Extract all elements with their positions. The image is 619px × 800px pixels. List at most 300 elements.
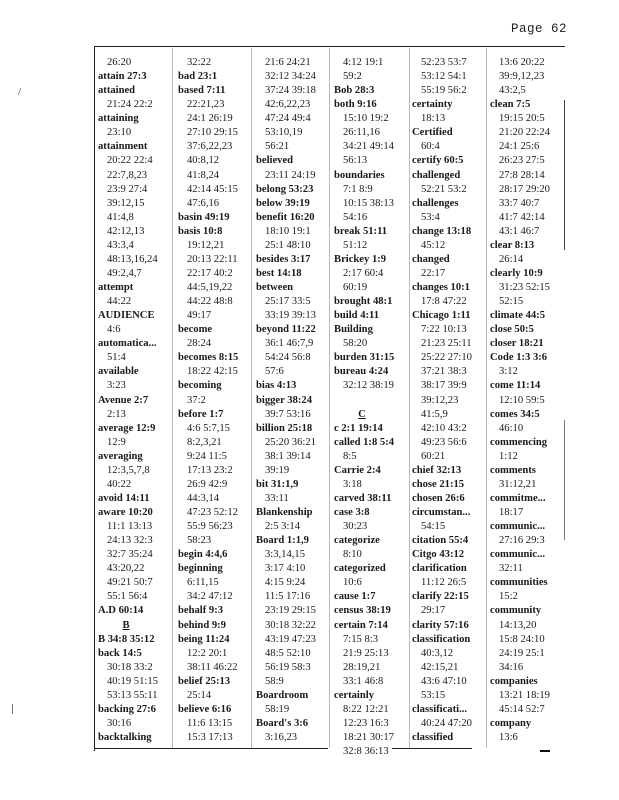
- index-reference: 28:19,21: [343, 661, 381, 673]
- index-reference: 31:23 52:15: [499, 282, 550, 293]
- index-entry: clarity 57:16: [412, 619, 469, 631]
- index-reference: 25:14: [187, 689, 212, 701]
- index-reference: 8:10: [343, 549, 362, 561]
- index-entry: attainment: [98, 141, 148, 153]
- index-reference: 24:1 26:19: [187, 113, 233, 125]
- index-entry: both 9:16: [334, 99, 377, 111]
- index-entry: Blankenship: [256, 507, 313, 518]
- index-reference: 23:11 24:19: [265, 169, 316, 181]
- index-reference: 48:13,16,24: [107, 253, 158, 265]
- index-reference: 12:9: [107, 436, 126, 448]
- index-reference: 43:6 47:10: [421, 675, 467, 687]
- index-entry: Avenue 2:7: [98, 394, 149, 406]
- index-entry: beginning: [178, 563, 223, 575]
- index-reference: 3:23: [107, 380, 126, 392]
- index-entry: bit 31:1,9: [256, 478, 299, 490]
- index-reference: 47:23 52:12: [187, 507, 238, 518]
- index-reference: 42:6,22,23: [265, 99, 311, 111]
- index-reference: 31:12,21: [499, 478, 537, 490]
- index-reference: 32:8 36:13: [343, 746, 389, 758]
- index-reference: 12:10 59:5: [499, 394, 545, 406]
- index-entry: Bob 28:3: [334, 85, 375, 97]
- index-entry: categorize: [334, 535, 380, 547]
- index-entry: chosen 26:6: [412, 492, 465, 504]
- index-entry: A.D 60:14: [98, 605, 144, 617]
- index-reference: 28:24: [187, 338, 212, 350]
- index-reference: 32:7 35:24: [107, 549, 153, 561]
- index-entry: classification: [412, 633, 471, 645]
- index-reference: 15:2: [499, 591, 518, 603]
- index-reference: 34:2 47:12: [187, 591, 233, 603]
- index-reference: 7:1 8:9: [343, 183, 373, 195]
- index-reference: 21:9 25:13: [343, 647, 389, 659]
- index-reference: 42:14 45:15: [187, 183, 238, 195]
- index-reference: 30:16: [107, 717, 132, 729]
- index-reference: 19:15 20:5: [499, 113, 545, 125]
- index-entry: certainly: [334, 689, 375, 701]
- index-reference: 13:21 18:19: [499, 689, 550, 701]
- index-reference: 20:22 22:4: [107, 155, 153, 167]
- index-entry: changes 10:1: [412, 282, 470, 293]
- index-column-6: [490, 56, 566, 745]
- index-reference: 42:10 43:2: [421, 422, 467, 434]
- index-reference: 12:23 16:3: [343, 717, 389, 729]
- index-reference: 24:13 32:3: [107, 535, 153, 547]
- index-entry: backing 27:6: [98, 703, 156, 715]
- index-reference: 8:5: [343, 450, 357, 462]
- index-entry: categorized: [334, 563, 386, 575]
- index-reference: 41:5,9: [421, 408, 448, 420]
- index-entry: climate 44:5: [490, 310, 546, 322]
- index-reference: 2:17 60:4: [343, 267, 384, 279]
- index-entry: based 7:11: [178, 85, 226, 97]
- index-reference: 15:10 19:2: [343, 113, 389, 125]
- index-reference: 11:12 26:5: [421, 577, 467, 589]
- index-entry: brought 48:1: [334, 296, 393, 308]
- index-entry: believed: [256, 155, 294, 167]
- index-entry: available: [98, 366, 139, 378]
- index-reference: 30:18 32:22: [265, 619, 316, 631]
- index-reference: 41:7 42:14: [499, 211, 545, 223]
- index-entry: AUDIENCE: [98, 310, 155, 322]
- index-entry: classificati...: [412, 703, 468, 715]
- index-reference: 40:24 47:20: [421, 717, 472, 729]
- index-entry: comes 34:5: [490, 408, 540, 420]
- index-entry: Chicago 1:11: [412, 310, 471, 322]
- index-reference: 10:6: [343, 577, 362, 589]
- index-entry: close 50:5: [490, 324, 534, 336]
- index-reference: 39:9,12,23: [499, 71, 545, 83]
- index-reference: 39:12,23: [421, 394, 459, 406]
- index-entry: changed: [412, 253, 450, 265]
- index-reference: 41:4,8: [107, 211, 134, 223]
- index-reference: 8:2,3,21: [187, 436, 222, 448]
- index-reference: 43:19 47:23: [265, 633, 316, 645]
- index-reference: 40:8,12: [187, 155, 220, 167]
- index-entry: commitme...: [490, 492, 546, 504]
- index-reference: 24:1 25:6: [499, 141, 540, 153]
- index-reference: 55:19 56:2: [421, 85, 467, 97]
- index-entry: basin 49:19: [178, 211, 230, 223]
- index-entry: break 51:11: [334, 225, 388, 237]
- index-reference: 53:12 54:1: [421, 71, 467, 83]
- index-reference: 33:19 39:13: [265, 310, 316, 322]
- index-entry: challenged: [412, 169, 461, 181]
- index-reference: 6:11,15: [187, 577, 219, 589]
- index-entry: attain 27:3: [98, 71, 147, 83]
- index-reference: 44:22 48:8: [187, 296, 233, 308]
- index-entry: comments: [490, 464, 536, 476]
- index-entry: basis 10:8: [178, 225, 223, 237]
- index-entry: behalf 9:3: [178, 605, 224, 617]
- index-reference: 58:23: [187, 535, 212, 547]
- index-entry: billion 25:18: [256, 422, 313, 434]
- index-reference: 14:13,20: [499, 619, 537, 631]
- index-reference: 52:21 53:2: [421, 183, 467, 195]
- index-reference: 22:21,23: [187, 99, 225, 111]
- index-entry: census 38:19: [334, 605, 391, 617]
- index-reference: 25:17 33:5: [265, 296, 311, 308]
- index-reference: 3:17 4:10: [265, 563, 306, 575]
- index-reference: 26:23 27:5: [499, 155, 545, 167]
- margin-tick: [12, 704, 13, 714]
- index-reference: 21:20 22:24: [499, 127, 550, 139]
- index-reference: 36:1 46:7,9: [265, 338, 314, 350]
- index-reference: 60:21: [421, 450, 446, 462]
- index-reference: 38:11 46:22: [187, 661, 238, 673]
- index-reference: 3:3,14,15: [265, 549, 306, 561]
- index-column-3: [256, 56, 332, 745]
- corner-mark: [540, 750, 550, 752]
- index-reference: 40:19 51:15: [107, 675, 158, 687]
- index-entry: certain 7:14: [334, 619, 388, 631]
- index-entry: below 39:19: [256, 197, 310, 209]
- index-entry: before 1:7: [178, 408, 224, 420]
- index-reference: 8:22 12:21: [343, 703, 389, 715]
- index-reference: 53:15: [421, 689, 446, 701]
- index-entry: communic...: [490, 521, 546, 533]
- index-entry: clear 8:13: [490, 239, 535, 251]
- index-reference: 49:21 50:7: [107, 577, 153, 589]
- index-entry: certify 60:5: [412, 155, 464, 167]
- index-reference: 3:12: [499, 366, 518, 378]
- index-reference: 32:12 34:24: [265, 71, 316, 83]
- index-entry: becomes 8:15: [178, 352, 239, 364]
- index-reference: 11:6 13:15: [187, 717, 233, 729]
- index-entry: case 3:8: [334, 507, 370, 518]
- index-entry: between: [256, 282, 294, 293]
- index-reference: 49:17: [187, 310, 212, 322]
- index-entry: boundaries: [334, 169, 385, 181]
- index-reference: 37:21 38:3: [421, 366, 467, 378]
- index-reference: 4:15 9:24: [265, 577, 306, 589]
- index-entry: commencing: [490, 436, 548, 448]
- index-reference: 58:19: [265, 703, 290, 715]
- index-entry: becoming: [178, 380, 222, 392]
- index-entry: come 11:14: [490, 380, 541, 392]
- index-reference: 1:12: [499, 450, 518, 462]
- index-entry: certainty: [412, 99, 453, 111]
- index-reference: 32:22: [187, 57, 212, 68]
- index-reference: 39:12,15: [107, 197, 145, 209]
- index-entry: Board's 3:6: [256, 717, 309, 729]
- index-reference: 25:20 36:21: [265, 436, 316, 448]
- index-entry: automatica...: [98, 338, 157, 350]
- index-entry: carved 38:11: [334, 492, 392, 504]
- index-entry: belief 25:13: [178, 675, 231, 687]
- index-entry: behind 9:9: [178, 619, 226, 631]
- index-reference: 2:5 3:14: [265, 521, 301, 533]
- index-reference: 54:24 56:8: [265, 352, 311, 364]
- index-reference: 51:12: [343, 239, 368, 251]
- index-entry: belong 53:23: [256, 183, 314, 195]
- index-reference: 13:6: [499, 732, 518, 743]
- index-reference: 33:11: [265, 492, 289, 504]
- index-entry: closer 18:21: [490, 338, 544, 350]
- index-entry: community: [490, 605, 542, 617]
- index-reference: 3:18: [343, 478, 362, 490]
- index-reference: 37:24 39:18: [265, 85, 316, 97]
- frame-bottom-rule-left: [94, 748, 328, 749]
- index-reference: 24:19 25:1: [499, 647, 545, 659]
- index-reference: 55:9 56:23: [187, 521, 233, 533]
- index-reference: 55:1 56:4: [107, 591, 148, 603]
- index-entry: being 11:24: [178, 633, 230, 645]
- index-reference: 38:1 39:14: [265, 450, 311, 462]
- index-reference: 54:16: [343, 211, 368, 223]
- index-letter-heading: B: [122, 619, 130, 631]
- index-reference: 44:22: [107, 296, 132, 308]
- index-reference: 42:15,21: [421, 661, 459, 673]
- index-reference: 34:21 49:14: [343, 141, 394, 153]
- index-column-2: [178, 56, 254, 745]
- index-entry: cause 1:7: [334, 591, 376, 603]
- index-reference: 7:15 8:3: [343, 633, 379, 645]
- index-entry: Code 1:3 3:6: [490, 352, 548, 364]
- index-reference: 27:10 29:15: [187, 127, 238, 139]
- index-entry: back 14:5: [98, 647, 142, 659]
- index-reference: 43:20,22: [107, 563, 145, 575]
- index-entry: clarify 22:15: [412, 591, 469, 603]
- index-reference: 42:12,13: [107, 225, 145, 237]
- index-entry: communities: [490, 577, 548, 589]
- index-entry: c 2:1 19:14: [334, 422, 383, 434]
- index-reference: 12:2 20:1: [187, 647, 228, 659]
- index-reference: 7:22 10:13: [421, 324, 467, 336]
- index-entry: begin 4:4,6: [178, 549, 228, 561]
- index-reference: 25:1 48:10: [265, 239, 311, 251]
- index-reference: 40:3,12: [421, 647, 454, 659]
- index-entry: clarification: [412, 563, 467, 575]
- index-entry: called 1:8 5:4: [334, 436, 395, 448]
- index-reference: 18:22 42:15: [187, 366, 238, 378]
- index-reference: 44:3,14: [187, 492, 220, 504]
- index-reference: 21:24 22:2: [107, 99, 153, 111]
- index-reference: 45:12: [421, 239, 446, 251]
- index-entry: Board 1:1,9: [256, 535, 309, 547]
- index-reference: 9:24 11:5: [187, 450, 227, 462]
- index-entry: bad 23:1: [178, 71, 218, 83]
- index-entry: communic...: [490, 549, 546, 561]
- index-reference: 56:19 58:3: [265, 661, 311, 673]
- index-reference: 11:1 13:13: [107, 521, 153, 533]
- index-reference: 43:3,4: [107, 239, 134, 251]
- index-reference: 22:7,8,23: [107, 169, 148, 181]
- index-reference: 33:7 40:7: [499, 197, 540, 209]
- index-entry: Brickey 1:9: [334, 253, 387, 265]
- index-entry: average 12:9: [98, 422, 156, 434]
- index-column-4: [334, 56, 410, 759]
- index-entry: beyond 11:22: [256, 324, 316, 336]
- index-reference: 32:12 38:19: [343, 380, 394, 392]
- index-letter-heading: C: [358, 408, 366, 420]
- index-entry: citation 55:4: [412, 535, 469, 547]
- index-reference: 32:11: [499, 563, 523, 575]
- index-reference: 53:4: [421, 211, 440, 223]
- index-reference: 60:19: [343, 282, 368, 293]
- index-reference: 19:12,21: [187, 239, 225, 251]
- index-reference: 47:6,16: [187, 197, 220, 209]
- index-entry: Carrie 2:4: [334, 464, 381, 476]
- index-reference: 47:24 49:4: [265, 113, 311, 125]
- index-reference: 26:11,16: [343, 127, 380, 139]
- index-reference: 23:9 27:4: [107, 183, 148, 195]
- index-reference: 26:20: [107, 57, 132, 68]
- index-reference: 4:6 5:7,15: [187, 422, 230, 434]
- index-entry: challenges: [412, 197, 459, 209]
- index-reference: 51:4: [107, 352, 126, 364]
- index-entry: classified: [412, 732, 454, 743]
- index-column-5: [412, 56, 488, 745]
- page-number: Page 62: [510, 22, 567, 36]
- index-entry: best 14:18: [256, 267, 302, 279]
- index-reference: 40:22: [107, 478, 132, 490]
- index-reference: 18:17: [499, 507, 524, 518]
- index-entry: besides 3:17: [256, 253, 311, 265]
- index-reference: 56:13: [343, 155, 368, 167]
- index-reference: 21:6 24:21: [265, 57, 311, 68]
- index-reference: 4:6: [107, 324, 121, 336]
- index-reference: 23:19 29:15: [265, 605, 316, 617]
- index-reference: 39:7 53:16: [265, 408, 311, 420]
- index-reference: 33:1 46:8: [343, 675, 384, 687]
- index-reference: 12:3,5,7,8: [107, 464, 150, 476]
- index-reference: 39:19: [265, 464, 290, 476]
- index-entry: circumstan...: [412, 507, 471, 518]
- index-entry: avoid 14:11: [98, 492, 150, 504]
- margin-mark: /: [18, 86, 22, 98]
- index-column-1: [98, 56, 174, 745]
- index-reference: [334, 394, 410, 408]
- index-reference: 45:14 52:7: [499, 703, 545, 715]
- index-reference: 60:4: [421, 141, 440, 153]
- index-reference: 25:22 27:10: [421, 352, 472, 364]
- index-entry: Building: [334, 324, 373, 336]
- index-reference: 18:10 19:1: [265, 225, 311, 237]
- index-entry: chose 21:15: [412, 478, 465, 490]
- index-reference: 17:8 47:22: [421, 296, 467, 308]
- index-reference: 22:17: [421, 267, 446, 279]
- index-reference: 17:13 23:2: [187, 464, 233, 476]
- index-entry: backtalking: [98, 732, 152, 743]
- index-entry: build 4:11: [334, 310, 380, 322]
- index-reference: 10:15 38:13: [343, 197, 394, 209]
- index-reference: 28:17 29:20: [499, 183, 550, 195]
- index-entry: chief 32:13: [412, 464, 462, 476]
- index-reference: 37:2: [187, 394, 206, 406]
- index-entry: attaining: [98, 113, 139, 125]
- index-entry: bureau 4:24: [334, 366, 389, 378]
- index-entry: burden 31:15: [334, 352, 395, 364]
- index-reference: 53:10,19: [265, 127, 303, 139]
- index-reference: 18:21 30:17: [343, 732, 394, 743]
- index-reference: 18:13: [421, 113, 446, 125]
- index-reference: 22:17 40:2: [187, 267, 233, 279]
- index-entry: Boardroom: [256, 689, 309, 701]
- index-entry: companies: [490, 675, 538, 687]
- index-reference: 58:20: [343, 338, 368, 350]
- index-entry: attained: [98, 85, 136, 97]
- index-entry: B 34:8 35:12: [98, 633, 155, 645]
- index-entry: attempt: [98, 282, 134, 293]
- index-reference: 15:3 17:13: [187, 732, 233, 743]
- index-entry: clearly 10:9: [490, 267, 543, 279]
- index-reference: 30:18 33:2: [107, 661, 153, 673]
- index-entry: averaging: [98, 450, 143, 462]
- index-entry: benefit 16:20: [256, 211, 315, 223]
- index-reference: 41:8,24: [187, 169, 220, 181]
- index-reference: 15:8 24:10: [499, 633, 545, 645]
- index-entry: bias 4:13: [256, 380, 297, 392]
- index-reference: 3:16,23: [265, 732, 298, 743]
- index-reference: 57:6: [265, 366, 284, 378]
- index-reference: 49:23 56:6: [421, 436, 467, 448]
- index-reference: 53:13 55:11: [107, 689, 158, 701]
- index-reference: 26:9 42:9: [187, 478, 228, 490]
- index-entry: clean 7:5: [490, 99, 531, 111]
- index-reference: 23:10: [107, 127, 132, 139]
- index-reference: 52:15: [499, 296, 524, 308]
- index-entry: Certified: [412, 127, 453, 139]
- index-entry: believe 6:16: [178, 703, 232, 715]
- index-reference: 54:15: [421, 521, 446, 533]
- index-entry: Citgo 43:12: [412, 549, 465, 561]
- index-reference: 38:17 39:9: [421, 380, 467, 392]
- index-entry: company: [490, 717, 532, 729]
- index-reference: 46:10: [499, 422, 524, 434]
- index-reference: 21:23 25:11: [421, 338, 472, 350]
- index-entry: aware 10:20: [98, 507, 153, 518]
- index-reference: 11:5 17:16: [265, 591, 311, 603]
- index-reference: 2:13: [107, 408, 126, 420]
- index-reference: 27:8 28:14: [499, 169, 545, 181]
- index-reference: 44:5,19,22: [187, 282, 233, 293]
- index-reference: 29:17: [421, 605, 446, 617]
- index-entry: bigger 38:24: [256, 394, 313, 406]
- index-reference: 43:1 46:7: [499, 225, 540, 237]
- index-reference: 30:23: [343, 521, 368, 533]
- index-reference: 37:6,22,23: [187, 141, 233, 153]
- index-entry: become: [178, 324, 213, 336]
- index-reference: 13:6 20:22: [499, 57, 545, 68]
- index-reference: 59:2: [343, 71, 362, 83]
- index-reference: 56:21: [265, 141, 290, 153]
- index-reference: 58:9: [265, 675, 284, 687]
- index-reference: 43:2,5: [499, 85, 526, 97]
- index-reference: 52:23 53:7: [421, 57, 467, 68]
- index-reference: 34:16: [499, 661, 524, 673]
- index-reference: 49:2,4,7: [107, 267, 142, 279]
